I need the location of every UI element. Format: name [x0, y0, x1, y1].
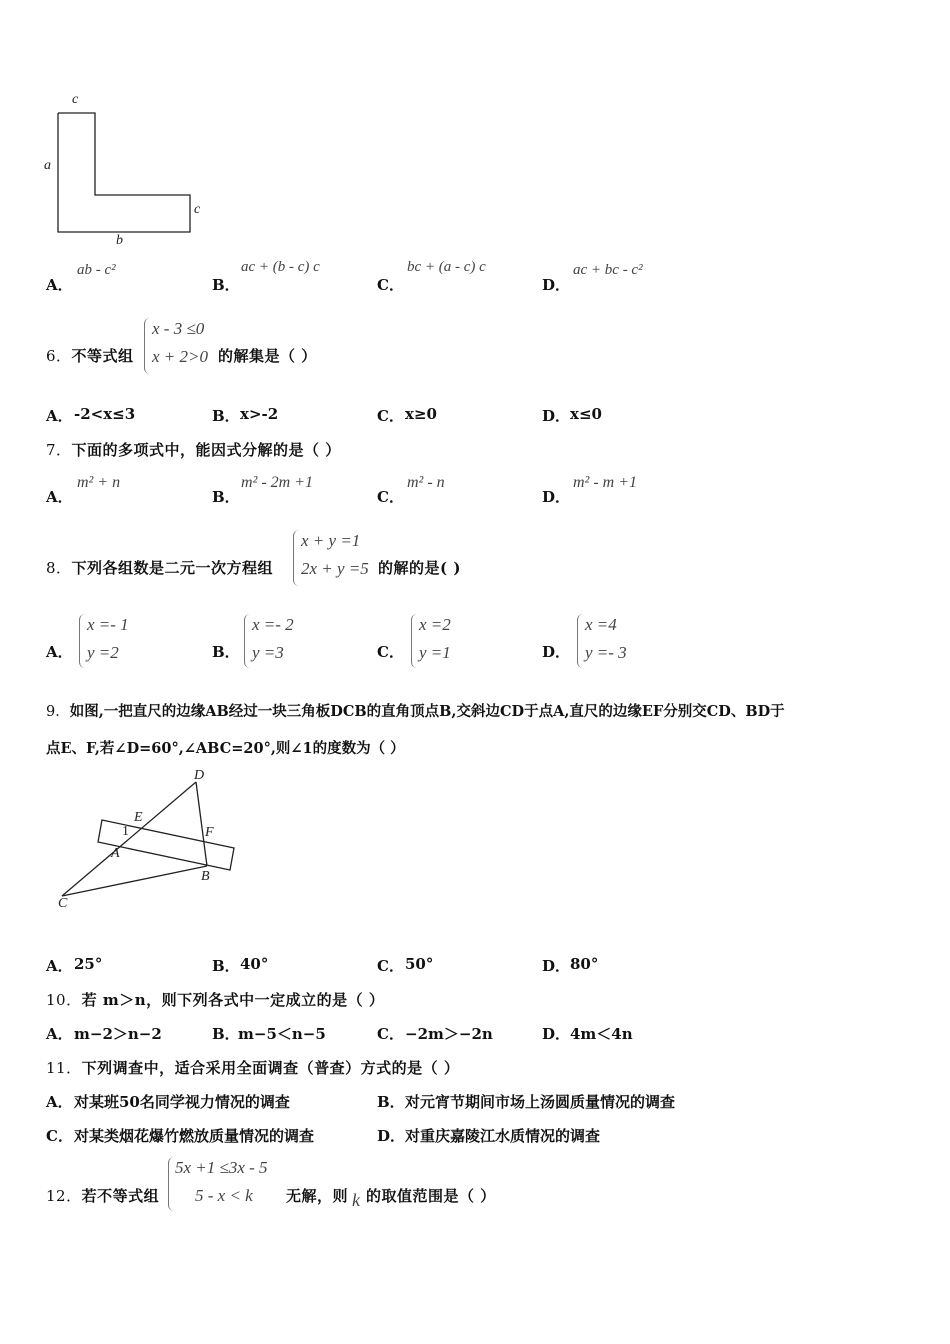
q11-option-a-text: 对某班50名同学视力情况的调查 — [74, 1093, 290, 1111]
q10-option-b-letter: B． — [212, 1025, 240, 1043]
fig9-label-b: B — [201, 869, 210, 884]
q8-option-c-l1: x =2 — [419, 615, 451, 634]
q7-number: 7． — [46, 441, 72, 459]
q8-brace — [293, 530, 300, 586]
q8-line1: x + y =1 — [301, 531, 361, 550]
q10-number: 10． — [46, 991, 82, 1009]
q8-option-c-letter: C． — [377, 643, 404, 661]
q11-option-b-text: 对元宵节期间市场上汤圆质量情况的调查 — [405, 1093, 676, 1111]
q8-option-b-letter: B． — [212, 643, 240, 661]
q5-option-d-expr: ac + bc - c² — [573, 262, 643, 278]
q9-option-a-text: 25° — [74, 955, 103, 973]
q12-line2: 5 - x < k — [195, 1186, 253, 1205]
q10-option-b-text: m−5＜n−5 — [238, 1025, 326, 1043]
q5-option-c-expr: bc + (a - c) c — [407, 259, 486, 275]
q8-option-c-system — [419, 611, 451, 667]
q12-middle: 无解，则 — [286, 1187, 349, 1205]
q7-option-a-letter: A． — [46, 488, 73, 506]
q5-option-b-expr: ac + (b - c) c — [241, 259, 320, 275]
q5-option-a-expr: ab - c² — [77, 262, 116, 278]
l-shape-label-right: c — [194, 202, 201, 217]
fig9-label-f: F — [205, 825, 214, 840]
q10-option-c-letter: C． — [377, 1025, 404, 1043]
fig9-label-a: A — [111, 846, 120, 861]
q8-option-a-l1: x =- 1 — [87, 615, 129, 634]
fig9-label-c: C — [58, 896, 68, 911]
q9-option-b-letter: B． — [212, 957, 240, 975]
q9-option-d-letter: D． — [542, 957, 571, 975]
q6-option-c-letter: C． — [377, 407, 404, 425]
fig9-label-e: E — [134, 810, 143, 825]
q8-option-a-brace — [79, 614, 86, 668]
q10-option-a-text: m−2＞n−2 — [74, 1025, 162, 1043]
q11-option-b-letter: B． — [377, 1093, 405, 1111]
q8-option-a-letter: A． — [46, 643, 73, 661]
q7-option-b-expr: m² - 2m +1 — [241, 474, 314, 491]
q6-system — [152, 315, 208, 371]
q7-option-d-expr: m² - m +1 — [573, 474, 638, 491]
q8-option-d-l2: y =- 3 — [585, 643, 627, 662]
q8-option-a-l2: y =2 — [87, 643, 119, 662]
q8-option-d-l1: x =4 — [585, 615, 617, 634]
q12-line1: 5x +1 ≤3x - 5 — [175, 1158, 268, 1177]
q9-line1: 如图,一把直尺的边缘AB经过一块三角板DCB的直角顶点B,交斜边CD于点A,直尺的边缘EF分别交CD、BD于 — [69, 703, 785, 720]
q12-system — [175, 1154, 268, 1210]
q6-option-a-text: -2<x≤3 — [74, 405, 136, 423]
q7-option-d-letter: D． — [542, 488, 571, 506]
l-shape-label-bottom: b — [116, 233, 123, 248]
q6-option-d-text: x≤0 — [570, 405, 602, 423]
fig9-label-d: D — [194, 768, 205, 783]
q8-number: 8． — [46, 559, 72, 577]
q8-option-c-l2: y =1 — [419, 643, 451, 662]
q8-line2: 2x + y =5 — [301, 559, 369, 578]
q9-number: 9． — [46, 704, 70, 720]
q8-option-b-l2: y =3 — [252, 643, 284, 662]
q8-option-b-brace — [244, 614, 251, 668]
q12-prefix: 若不等式组 — [81, 1187, 160, 1205]
q12-suffix: 的取值范围是（ ） — [366, 1187, 496, 1205]
q9-option-d-text: 80° — [570, 955, 599, 973]
q9-option-a-letter: A． — [46, 957, 73, 975]
q12-var: k — [352, 1190, 360, 1210]
q7-option-c-expr: m² - n — [407, 474, 445, 491]
q11-option-d-text: 对重庆嘉陵江水质情况的调查 — [405, 1127, 601, 1145]
q11-option-c-letter: C． — [46, 1127, 73, 1145]
q9-line2: 点E、F,若∠D=60°,∠ABC=20°,则∠1的度数为（ ） — [46, 740, 405, 757]
q9-option-c-text: 50° — [405, 955, 434, 973]
l-shape-figure — [40, 95, 220, 255]
q6-line1: x - 3 ≤0 — [152, 319, 205, 338]
q12-number: 12． — [46, 1187, 82, 1205]
l-shape-label-left: a — [44, 158, 51, 173]
q9-option-b-text: 40° — [240, 955, 269, 973]
q10-option-d-text: 4m＜4n — [570, 1025, 633, 1043]
q11-option-c-text: 对某类烟花爆竹燃放质量情况的调查 — [74, 1127, 315, 1145]
q8-option-b-l1: x =- 2 — [252, 615, 294, 634]
q6-option-b-text: x>-2 — [240, 405, 279, 423]
q6-line2: x + 2>0 — [152, 347, 208, 366]
q10-text: 若 m＞n，则下列各式中一定成立的是（ ） — [81, 991, 385, 1009]
q8-option-b-system — [252, 611, 294, 667]
q8-system — [301, 527, 369, 583]
q8-option-d-system — [585, 611, 627, 667]
q11-option-d-letter: D． — [377, 1127, 406, 1145]
q11-text: 下列调查中，适合采用全面调查（普查）方式的是（ ） — [81, 1059, 460, 1077]
q8-prefix: 下列各组数是二元一次方程组 — [71, 559, 274, 577]
q10-option-d-letter: D． — [542, 1025, 571, 1043]
q8-option-c-brace — [411, 614, 418, 668]
q5-option-b-letter: B． — [212, 276, 240, 294]
q7-text: 下面的多项式中，能因式分解的是（ ） — [71, 441, 341, 459]
q6-suffix: 的解集是（ ） — [218, 347, 317, 365]
ruler-triangle-figure — [40, 760, 260, 920]
q11-number: 11． — [46, 1059, 82, 1077]
q8-option-d-letter: D． — [542, 643, 571, 661]
q7-option-c-letter: C． — [377, 488, 404, 506]
q6-option-c-text: x≥0 — [405, 405, 437, 423]
q7-option-a-expr: m² + n — [77, 474, 121, 491]
fig9-label-1: 1 — [122, 824, 129, 839]
q6-option-b-letter: B． — [212, 407, 240, 425]
q6-number: 6． — [46, 347, 72, 365]
q10-option-a-letter: A． — [46, 1025, 73, 1043]
q8-suffix: 的解的是( ) — [378, 559, 461, 577]
q12-brace — [168, 1157, 175, 1211]
q6-brace — [144, 318, 151, 374]
q5-option-d-letter: D． — [542, 276, 571, 294]
q11-option-a-letter: A． — [46, 1093, 73, 1111]
q8-option-a-system — [87, 611, 129, 667]
q6-option-d-letter: D． — [542, 407, 571, 425]
q10-option-c-text: −2m＞−2n — [405, 1025, 493, 1043]
q5-option-c-letter: C． — [377, 276, 404, 294]
q7-option-b-letter: B． — [212, 488, 240, 506]
q6-prefix: 不等式组 — [71, 347, 134, 365]
q8-option-d-brace — [577, 614, 584, 668]
l-shape-label-top: c — [72, 92, 79, 107]
q6-option-a-letter: A． — [46, 407, 73, 425]
q9-option-c-letter: C． — [377, 957, 404, 975]
q5-option-a-letter: A． — [46, 276, 73, 294]
